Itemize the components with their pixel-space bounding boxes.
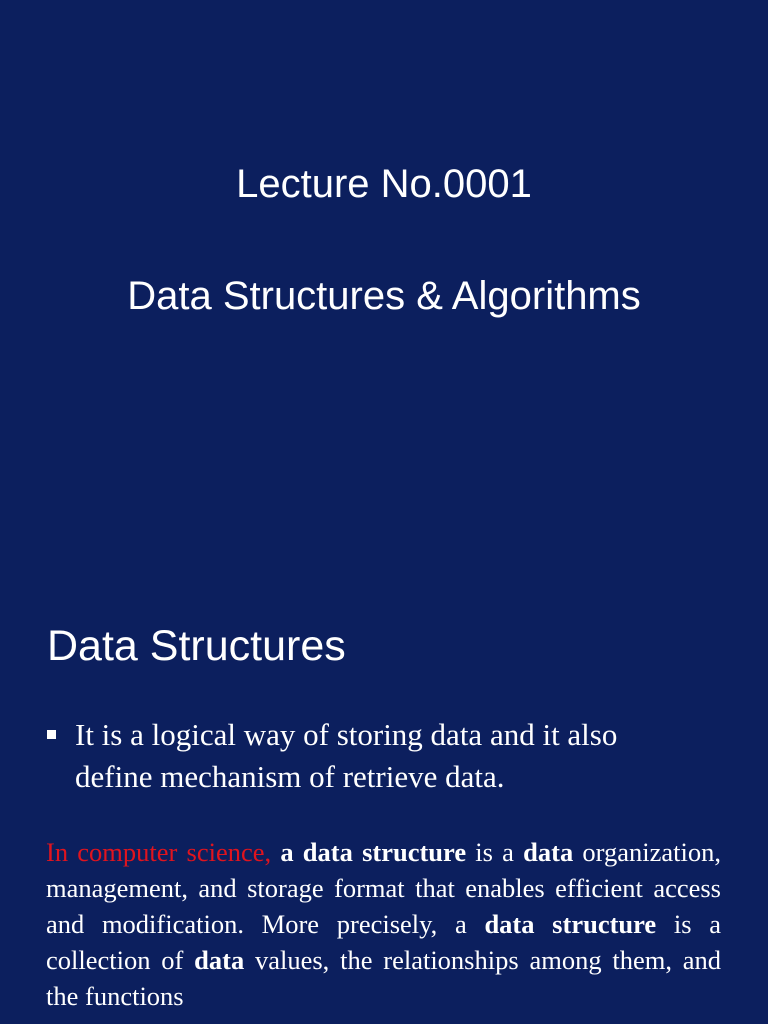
content-slide — [0, 576, 768, 1024]
lecture-title: Lecture No.0001 — [236, 162, 532, 206]
bold-term: data structure — [484, 909, 657, 939]
definition-paragraph — [46, 834, 721, 1014]
paragraph-text: organization, management, and storage format that enables efficient access and modification. More precisely, a — [46, 837, 722, 939]
highlight-phrase: In computer science, — [46, 837, 272, 867]
paragraph-text: is a — [466, 837, 524, 867]
bold-term: data — [523, 837, 574, 867]
square-bullet-icon — [47, 730, 56, 739]
bold-term: a data structure — [280, 837, 467, 867]
course-title: Data Structures & Algorithms — [127, 274, 641, 318]
paragraph-text: is a collection of — [46, 909, 722, 975]
bold-term: data — [194, 945, 245, 975]
paragraph-text — [271, 837, 280, 867]
slide-heading: Data Structures — [47, 622, 346, 670]
paragraph-text: values, the relationships among them, and the functions — [46, 945, 722, 1011]
bullet-text: It is a logical way of storing data and it also define mechanism of retrieve data. — [75, 717, 618, 794]
